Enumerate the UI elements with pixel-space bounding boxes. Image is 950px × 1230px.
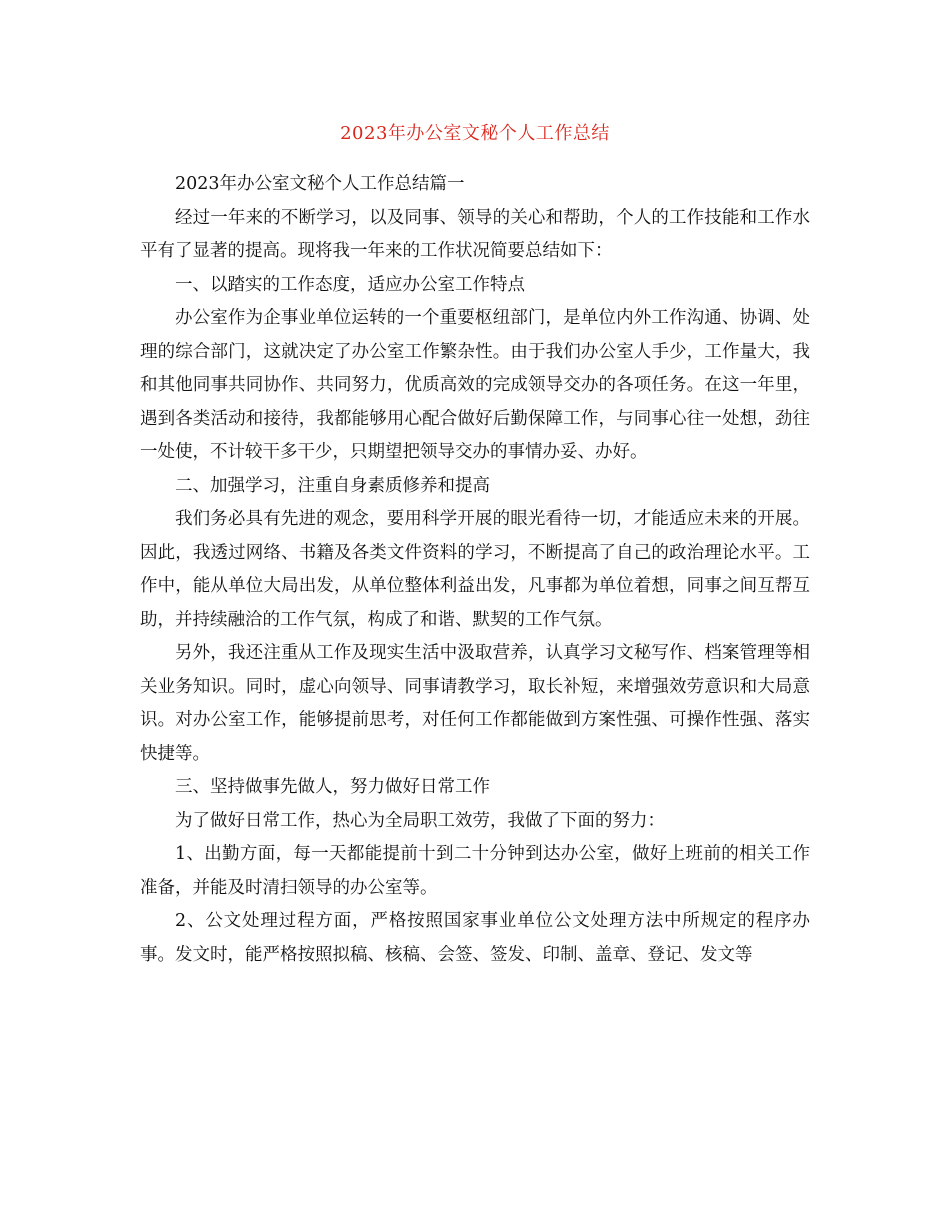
body-paragraph: 2、公文处理过程方面，严格按照国家事业单位公文处理方法中所规定的程序办事。发文时，能严格按照拟稿、核稿、会签、签发、印制、盖章、登记、发文等 xyxy=(140,911,810,965)
section-heading: 三、坚持做事先做人，努力做好日常工作 xyxy=(175,777,490,797)
body-paragraph: 办公室作为企事业单位运转的一个重要枢纽部门，是单位内外工作沟通、协调、处理的综合部门，这就决定了办公室工作繁杂性。由于我们办公室人手少，工作量大，我和其他同事共同协作、共同努力，优质高效的完成领导交办的各项任务。在这一年里，遇到各类活动和接待，我都能够用心配合做好后勤保障工作，与同事心往一处想，劲往一处使，不计较干多干少，只期望把领导交办的事情办妥、办好。 xyxy=(140,308,810,462)
section-heading: 2023年办公室文秘个人工作总结篇一 xyxy=(175,174,465,194)
document-body xyxy=(140,168,810,972)
body-paragraph: 另外，我还注重从工作及现实生活中汲取营养，认真学习文秘写作、档案管理等相关业务知识。同时，虚心向领导、同事请教学习，取长补短，来增强效劳意识和大局意识。对办公室工作，能够提前思考，对任何工作都能做到方案性强、可操作性强、落实快捷等。 xyxy=(140,643,810,764)
body-paragraph: 经过一年来的不断学习，以及同事、领导的关心和帮助，个人的工作技能和工作水平有了显著的提高。现将我一年来的工作状况简要总结如下： xyxy=(140,207,810,261)
section-heading: 一、以踏实的工作态度，适应办公室工作特点 xyxy=(175,274,525,295)
section-heading: 二、加强学习，注重自身素质修养和提高 xyxy=(175,475,490,496)
body-paragraph: 1、出勤方面，每一天都能提前十到二十分钟到达办公室，做好上班前的相关工作准备，并能及时清扫领导的办公室等。 xyxy=(140,844,810,898)
body-paragraph: 为了做好日常工作，热心为全局职工效劳，我做了下面的努力： xyxy=(175,810,665,831)
body-paragraph: 我们务必具有先进的观念，要用科学开展的眼光看待一切，才能适应未来的开展。因此，我透过网络、书籍及各类文件资料的学习，不断提高了自己的政治理论水平。工作中，能从单位大局出发，从单位整体利益出发，凡事都为单位着想，同事之间互帮互助，并持续融洽的工作气氛，构成了和谐、默契的工作气氛。 xyxy=(140,509,810,630)
document-title: 2023年办公室文秘个人工作总结 xyxy=(340,123,610,144)
